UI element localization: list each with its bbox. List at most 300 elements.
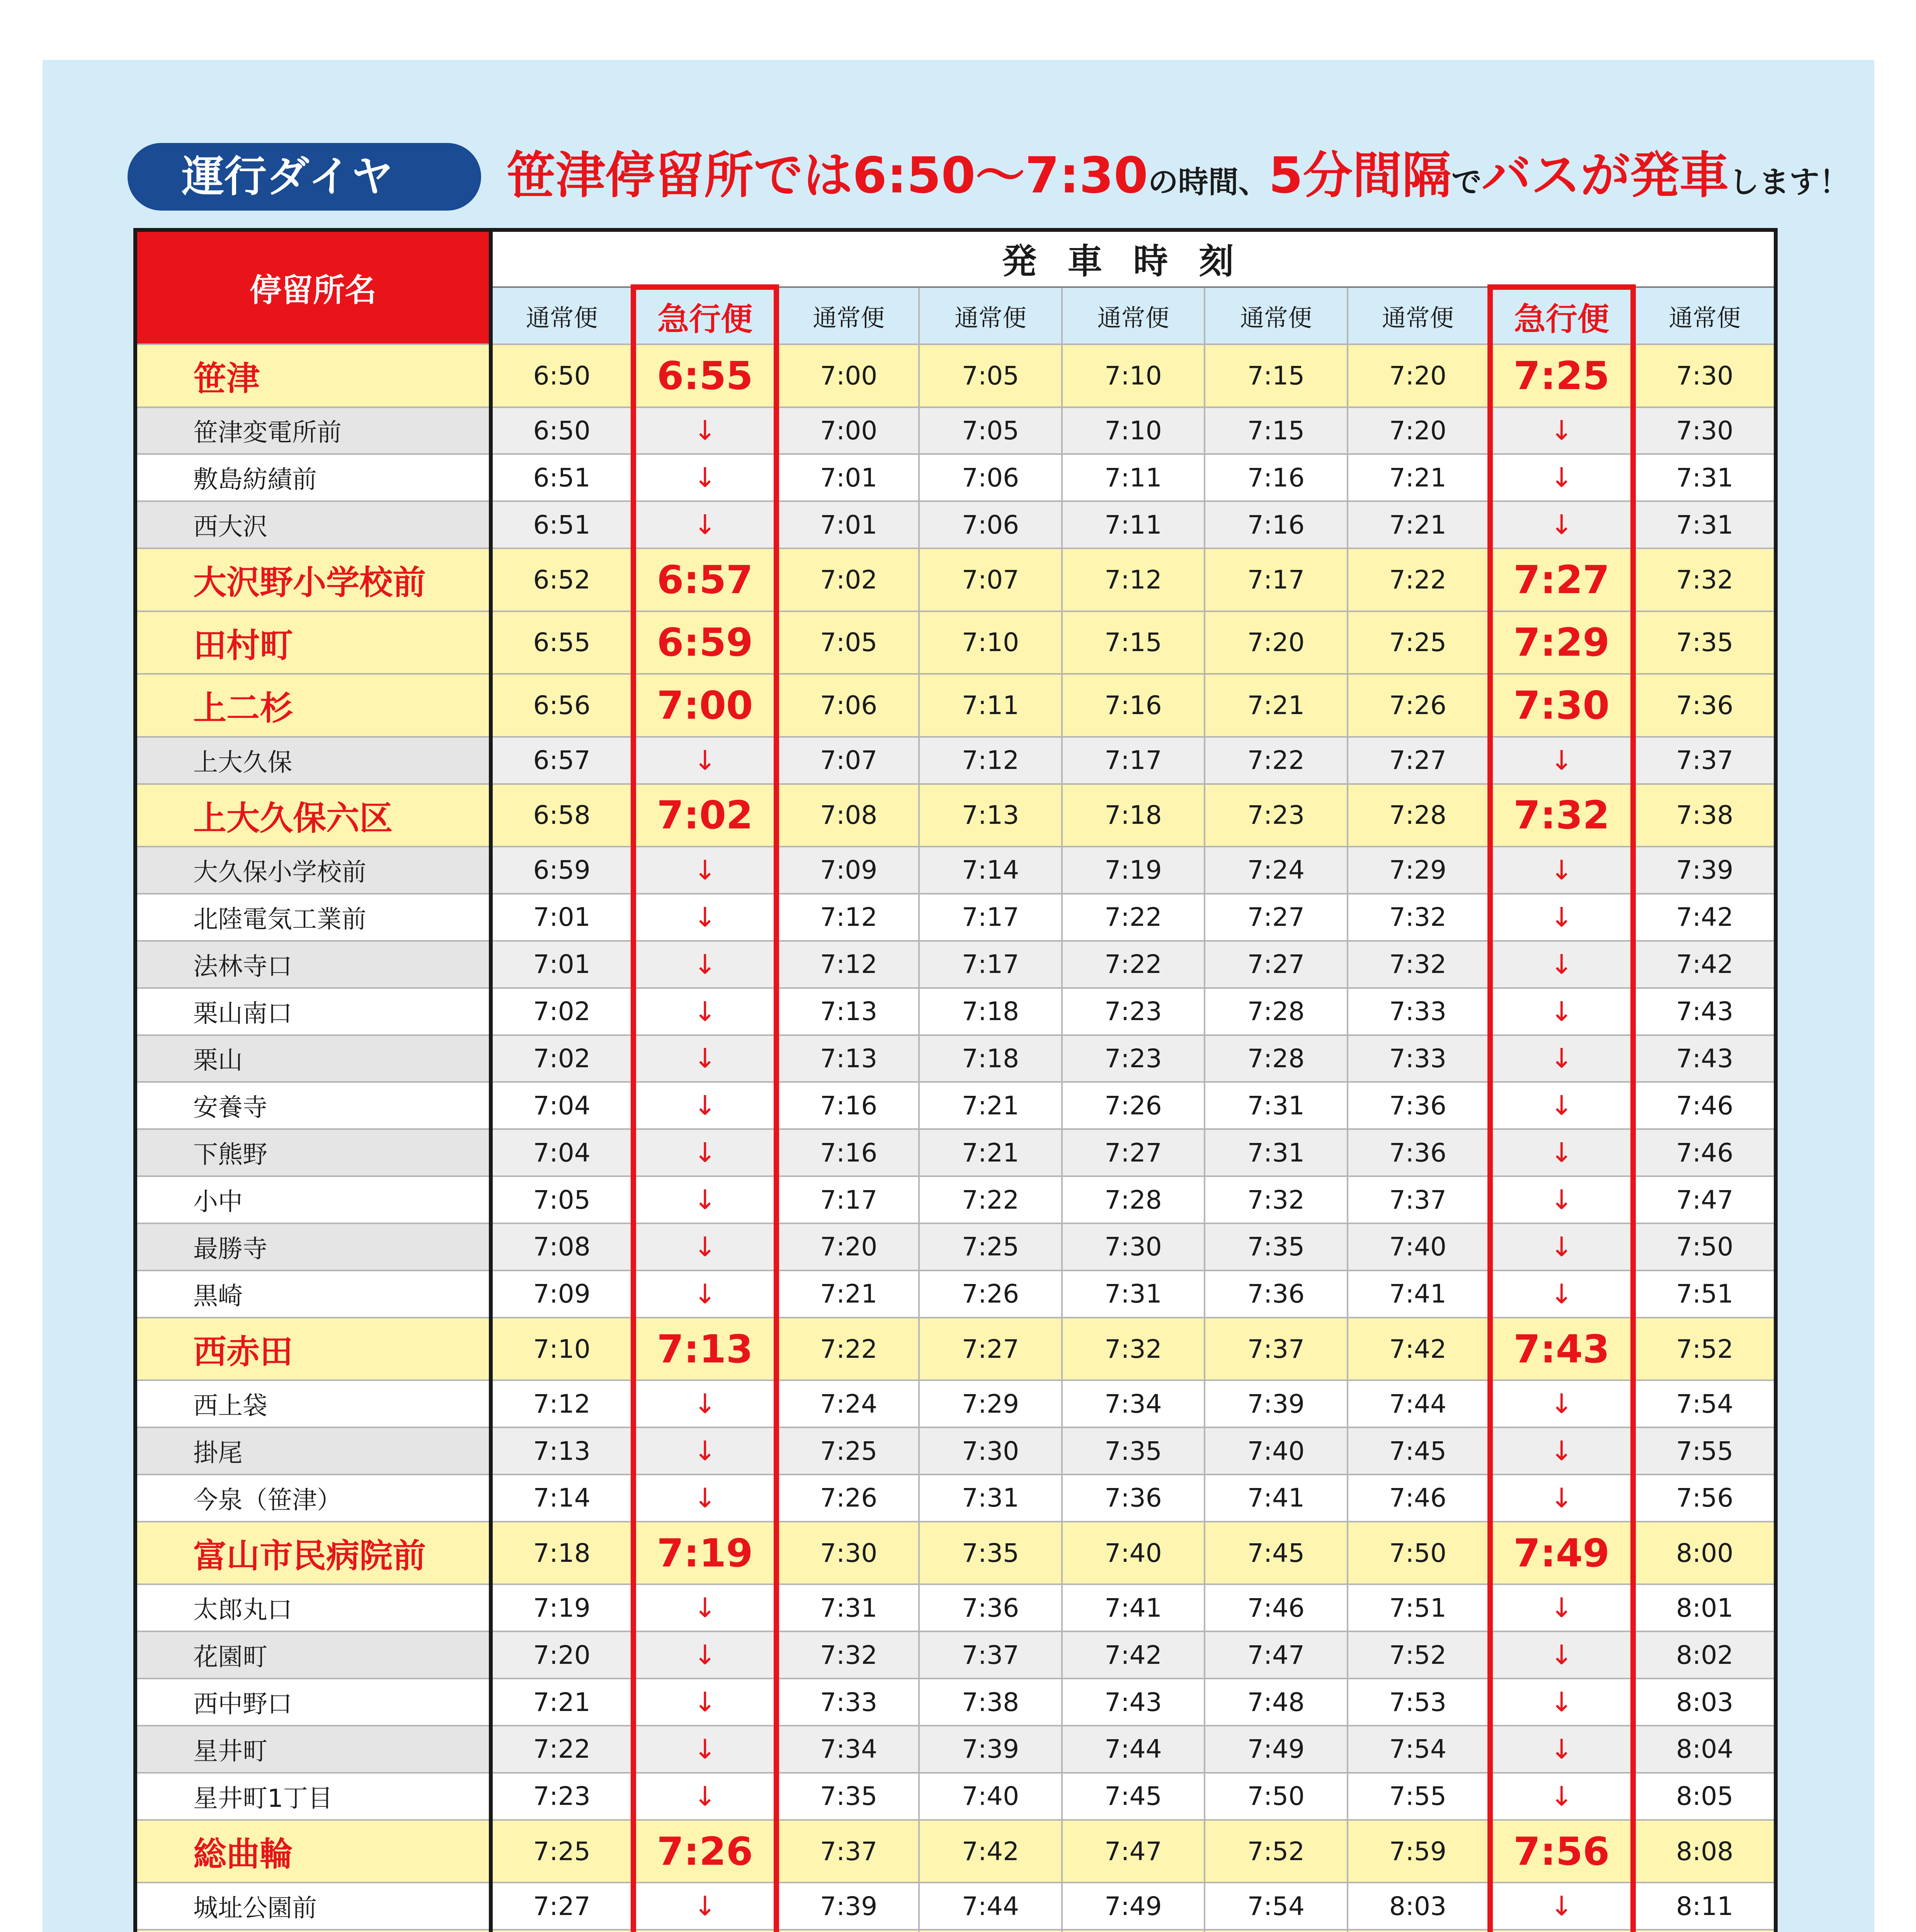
express-departure-time: ↓ bbox=[1490, 1726, 1633, 1773]
departure-time: 7:21 bbox=[1205, 674, 1347, 737]
departure-time: 7:31 bbox=[919, 1475, 1062, 1522]
departure-time: 7:48 bbox=[1205, 1679, 1347, 1726]
departure-time: 7:49 bbox=[1205, 1726, 1347, 1773]
departure-time: 7:25 bbox=[919, 1223, 1062, 1270]
departure-time: 6:56 bbox=[491, 674, 633, 737]
express-departure-time: ↓ bbox=[1490, 501, 1633, 548]
express-departure-time: 7:29 bbox=[1490, 611, 1633, 674]
departure-time: 7:20 bbox=[776, 1223, 919, 1270]
departure-time: 8:02 bbox=[1633, 1631, 1776, 1679]
departure-time: 7:07 bbox=[776, 737, 919, 784]
departure-time: 7:30 bbox=[1062, 1223, 1205, 1270]
departure-time bbox=[776, 1930, 919, 1932]
departure-time: 8:03 bbox=[1348, 1883, 1490, 1930]
departure-time: 7:00 bbox=[776, 344, 919, 407]
timetable-row bbox=[135, 1129, 1776, 1176]
departure-time: 7:35 bbox=[776, 1773, 919, 1820]
express-departure-time: ↓ bbox=[633, 988, 776, 1035]
departure-time: 7:24 bbox=[1205, 847, 1347, 894]
express-departure-time: ↓ bbox=[1490, 941, 1633, 988]
departure-time: 6:59 bbox=[491, 847, 633, 894]
departure-time: 7:15 bbox=[1205, 407, 1347, 454]
stop-name: 富山市民病院前 bbox=[135, 1522, 491, 1585]
timetable-row bbox=[135, 1223, 1776, 1270]
departure-time: 7:27 bbox=[491, 1883, 633, 1930]
departure-time: 7:11 bbox=[919, 674, 1062, 737]
departure-time: 7:19 bbox=[491, 1584, 633, 1631]
departure-time: 7:19 bbox=[1062, 847, 1205, 894]
stop-name: 西大沢 bbox=[135, 501, 491, 548]
departure-time bbox=[919, 1930, 1062, 1932]
departure-time: 7:52 bbox=[1348, 1631, 1490, 1679]
departure-time: 7:45 bbox=[1205, 1522, 1347, 1585]
departure-time: 7:06 bbox=[919, 454, 1062, 501]
departure-time: 7:31 bbox=[1062, 1270, 1205, 1318]
timetable-row bbox=[135, 501, 1776, 548]
departure-time bbox=[1633, 1930, 1776, 1932]
express-departure-time: ↓ bbox=[633, 847, 776, 894]
express-departure-time: ↓ bbox=[1490, 847, 1633, 894]
express-departure-time: 7:19 bbox=[633, 1522, 776, 1585]
express-departure-time: ↓ bbox=[1490, 1584, 1633, 1631]
regular-service-header: 通常便 bbox=[1348, 287, 1490, 344]
stop-name: 北陸電気工業前 bbox=[135, 894, 491, 941]
timetable-row bbox=[135, 1475, 1776, 1522]
departure-time: 7:31 bbox=[1633, 501, 1776, 548]
express-departure-time: ↓ bbox=[633, 1726, 776, 1773]
departure-time: 7:51 bbox=[1348, 1584, 1490, 1631]
express-departure-time: 7:13 bbox=[633, 1318, 776, 1381]
departure-time: 7:42 bbox=[919, 1820, 1062, 1883]
timetable-row bbox=[135, 894, 1776, 941]
departure-time: 7:30 bbox=[919, 1427, 1062, 1475]
departure-time: 7:31 bbox=[1205, 1129, 1347, 1176]
departure-time: 7:43 bbox=[1633, 1035, 1776, 1082]
departure-time: 7:41 bbox=[1348, 1270, 1490, 1318]
departure-time: 7:17 bbox=[1205, 548, 1347, 611]
departure-time bbox=[1205, 1930, 1347, 1932]
stop-name: 上大久保六区 bbox=[135, 784, 491, 847]
departure-time: 7:20 bbox=[1205, 611, 1347, 674]
stop-name: 栗山南口 bbox=[135, 988, 491, 1035]
express-departure-time: ↓ bbox=[1490, 1223, 1633, 1270]
timetable-row bbox=[135, 1584, 1776, 1631]
stop-name: 安養寺 bbox=[135, 1082, 491, 1129]
departure-time: 7:27 bbox=[1205, 941, 1347, 988]
departure-time: 7:32 bbox=[1348, 941, 1490, 988]
departure-time: 7:52 bbox=[1205, 1820, 1347, 1883]
departure-time: 7:34 bbox=[776, 1726, 919, 1773]
timetable-row bbox=[135, 674, 1776, 737]
departure-time: 7:10 bbox=[919, 611, 1062, 674]
departure-time: 7:15 bbox=[1205, 344, 1347, 407]
departure-time: 6:50 bbox=[491, 344, 633, 407]
stop-name: 西上袋 bbox=[135, 1380, 491, 1427]
express-departure-time: 7:00 bbox=[633, 674, 776, 737]
departure-time: 7:32 bbox=[1062, 1318, 1205, 1381]
departure-time: 8:11 bbox=[1633, 1883, 1776, 1930]
departure-time: 7:12 bbox=[491, 1380, 633, 1427]
departure-time: 7:23 bbox=[1062, 988, 1205, 1035]
schedule-headline bbox=[506, 137, 1850, 214]
express-departure-time: ↓ bbox=[1490, 1883, 1633, 1930]
stop-name: 花園町 bbox=[135, 1631, 491, 1679]
departure-time: 7:32 bbox=[776, 1631, 919, 1679]
timetable-row bbox=[135, 1679, 1776, 1726]
departure-time: 7:18 bbox=[919, 988, 1062, 1035]
departure-time: 7:36 bbox=[1348, 1082, 1490, 1129]
departure-time: 7:18 bbox=[919, 1035, 1062, 1082]
schedule-section-label: 運行ダイヤ bbox=[128, 143, 481, 211]
express-departure-time: ↓ bbox=[1490, 1176, 1633, 1223]
departure-time: 7:41 bbox=[1205, 1475, 1347, 1522]
departure-time: 7:00 bbox=[776, 407, 919, 454]
departure-time: 7:44 bbox=[919, 1883, 1062, 1930]
departure-time: 7:32 bbox=[1348, 894, 1490, 941]
departure-time: 7:42 bbox=[1348, 1318, 1490, 1381]
departure-time: 7:39 bbox=[1205, 1380, 1347, 1427]
timetable-row bbox=[135, 1035, 1776, 1082]
departure-time: 7:46 bbox=[1633, 1129, 1776, 1176]
departure-time: 7:27 bbox=[1062, 1129, 1205, 1176]
express-departure-time: ↓ bbox=[1490, 1035, 1633, 1082]
departure-time: 7:44 bbox=[1348, 1380, 1490, 1427]
departure-time: 7:22 bbox=[1062, 941, 1205, 988]
departure-time: 7:16 bbox=[1205, 501, 1347, 548]
departure-time: 7:12 bbox=[1062, 548, 1205, 611]
timetable-row bbox=[135, 1930, 1776, 1932]
stop-name: 最勝寺 bbox=[135, 1223, 491, 1270]
express-departure-time: ↓ bbox=[1490, 1773, 1633, 1820]
departure-time: 7:24 bbox=[776, 1380, 919, 1427]
departure-time: 7:36 bbox=[919, 1584, 1062, 1631]
departure-time: 7:01 bbox=[776, 454, 919, 501]
departure-time: 7:25 bbox=[776, 1427, 919, 1475]
timetable-row bbox=[135, 1522, 1776, 1585]
departure-time: 7:08 bbox=[776, 784, 919, 847]
departure-time: 7:09 bbox=[491, 1270, 633, 1318]
stop-name: 太郎丸口 bbox=[135, 1584, 491, 1631]
departure-time: 7:23 bbox=[1205, 784, 1347, 847]
departure-time: 7:18 bbox=[1062, 784, 1205, 847]
express-departure-time: ↓ bbox=[633, 1475, 776, 1522]
departure-time: 7:06 bbox=[919, 501, 1062, 548]
departure-time: 7:43 bbox=[1062, 1679, 1205, 1726]
departure-time: 7:42 bbox=[1633, 941, 1776, 988]
departure-time: 7:28 bbox=[1205, 988, 1347, 1035]
departure-time: 7:46 bbox=[1348, 1475, 1490, 1522]
stop-name: 星井町 bbox=[135, 1726, 491, 1773]
timetable-row bbox=[135, 1820, 1776, 1883]
departure-time: 7:46 bbox=[1205, 1584, 1347, 1631]
departure-time: 8:00 bbox=[1633, 1522, 1776, 1585]
express-departure-time: ↓ bbox=[1490, 1380, 1633, 1427]
headline-part: の時間、 bbox=[1148, 165, 1269, 200]
timetable-row bbox=[135, 1176, 1776, 1223]
departure-time: 7:04 bbox=[491, 1082, 633, 1129]
express-departure-time: 7:26 bbox=[633, 1820, 776, 1883]
express-departure-time: 6:57 bbox=[633, 548, 776, 611]
departure-time: 7:50 bbox=[1633, 1223, 1776, 1270]
express-departure-time: ↓ bbox=[633, 1631, 776, 1679]
departure-time: 7:26 bbox=[1062, 1082, 1205, 1129]
timetable-row bbox=[135, 1082, 1776, 1129]
express-departure-time: 6:55 bbox=[633, 344, 776, 407]
stop-name: 田村町 bbox=[135, 611, 491, 674]
departure-time: 7:33 bbox=[776, 1679, 919, 1726]
express-departure-time bbox=[633, 1930, 776, 1932]
departure-time: 8:03 bbox=[1633, 1679, 1776, 1726]
departure-time: 7:09 bbox=[776, 847, 919, 894]
stop-name: 星井町1丁目 bbox=[135, 1773, 491, 1820]
express-departure-time: ↓ bbox=[633, 1270, 776, 1318]
departure-time: 7:50 bbox=[1205, 1773, 1347, 1820]
departure-time: 7:53 bbox=[1348, 1679, 1490, 1726]
departure-time: 7:20 bbox=[1348, 344, 1490, 407]
timetable-row bbox=[135, 1883, 1776, 1930]
departure-time: 6:57 bbox=[491, 737, 633, 784]
stop-name: 小中 bbox=[135, 1176, 491, 1223]
departure-time: 7:06 bbox=[776, 674, 919, 737]
departure-time: 7:17 bbox=[776, 1176, 919, 1223]
headline-part: します！ bbox=[1729, 165, 1850, 200]
departure-time: 7:36 bbox=[1348, 1129, 1490, 1176]
departure-time: 7:56 bbox=[1633, 1475, 1776, 1522]
express-departure-time: ↓ bbox=[633, 1427, 776, 1475]
departure-time: 7:17 bbox=[1062, 737, 1205, 784]
departure-time: 7:05 bbox=[491, 1176, 633, 1223]
departure-time: 8:04 bbox=[1633, 1726, 1776, 1773]
express-departure-time: ↓ bbox=[633, 1035, 776, 1082]
departure-time: 7:22 bbox=[491, 1726, 633, 1773]
headline-part: 笹津停留所では6:50〜7:30 bbox=[506, 147, 1148, 204]
departure-time: 7:28 bbox=[1062, 1176, 1205, 1223]
timetable-row bbox=[135, 847, 1776, 894]
express-departure-time: ↓ bbox=[633, 1584, 776, 1631]
departure-time: 7:27 bbox=[1205, 894, 1347, 941]
departure-time: 7:32 bbox=[1633, 548, 1776, 611]
stop-name-header: 停留所名 bbox=[135, 230, 491, 344]
departure-time: 7:38 bbox=[919, 1679, 1062, 1726]
timetable-row bbox=[135, 784, 1776, 847]
timetable-row bbox=[135, 1270, 1776, 1318]
departure-time: 7:55 bbox=[1348, 1773, 1490, 1820]
departure-time: 6:51 bbox=[491, 454, 633, 501]
departure-time: 7:04 bbox=[491, 1129, 633, 1176]
departure-time: 7:10 bbox=[491, 1318, 633, 1381]
departure-time: 7:16 bbox=[1205, 454, 1347, 501]
departure-time: 7:59 bbox=[1348, 1820, 1490, 1883]
departure-time: 7:02 bbox=[491, 988, 633, 1035]
stop-name: 上大久保 bbox=[135, 737, 491, 784]
stop-name bbox=[135, 1930, 491, 1932]
departure-time: 7:33 bbox=[1348, 988, 1490, 1035]
stop-name: 大沢野小学校前 bbox=[135, 548, 491, 611]
stop-name: 西赤田 bbox=[135, 1318, 491, 1381]
express-departure-time: ↓ bbox=[1490, 454, 1633, 501]
departure-time: 7:43 bbox=[1633, 988, 1776, 1035]
departure-time: 7:45 bbox=[1348, 1427, 1490, 1475]
departure-time: 8:08 bbox=[1633, 1820, 1776, 1883]
express-departure-time: ↓ bbox=[633, 1082, 776, 1129]
departure-time: 7:13 bbox=[776, 988, 919, 1035]
departure-time: 7:21 bbox=[776, 1270, 919, 1318]
stop-name: 今泉（笹津） bbox=[135, 1475, 491, 1522]
departure-time bbox=[1062, 1930, 1205, 1932]
stop-name: 総曲輪 bbox=[135, 1820, 491, 1883]
timetable-row bbox=[135, 1318, 1776, 1381]
departure-time: 7:49 bbox=[1062, 1883, 1205, 1930]
departure-time: 7:35 bbox=[1633, 611, 1776, 674]
departure-time: 7:21 bbox=[1348, 501, 1490, 548]
departure-time: 7:54 bbox=[1633, 1380, 1776, 1427]
regular-service-header: 通常便 bbox=[1205, 287, 1347, 344]
departure-time: 7:40 bbox=[1205, 1427, 1347, 1475]
stop-name: 城址公園前 bbox=[135, 1883, 491, 1930]
stop-name: 黒崎 bbox=[135, 1270, 491, 1318]
departure-time: 7:22 bbox=[919, 1176, 1062, 1223]
departure-time: 7:17 bbox=[919, 894, 1062, 941]
express-departure-time: ↓ bbox=[1490, 1679, 1633, 1726]
departure-time: 7:37 bbox=[1633, 737, 1776, 784]
departure-time: 8:01 bbox=[1633, 1584, 1776, 1631]
departure-time: 7:27 bbox=[1348, 737, 1490, 784]
departure-time: 7:01 bbox=[776, 501, 919, 548]
departure-time: 7:30 bbox=[776, 1522, 919, 1585]
timetable-row bbox=[135, 1631, 1776, 1679]
departure-time: 7:21 bbox=[491, 1679, 633, 1726]
departure-time: 7:26 bbox=[919, 1270, 1062, 1318]
departure-time: 7:37 bbox=[776, 1820, 919, 1883]
express-departure-time: 7:02 bbox=[633, 784, 776, 847]
departure-time: 7:12 bbox=[776, 941, 919, 988]
express-departure-time: 7:49 bbox=[1490, 1522, 1633, 1585]
departure-time: 7:28 bbox=[1205, 1035, 1347, 1082]
stop-name: 西中野口 bbox=[135, 1679, 491, 1726]
departure-time: 7:37 bbox=[919, 1631, 1062, 1679]
departure-time: 7:12 bbox=[776, 894, 919, 941]
departure-time: 7:28 bbox=[1348, 784, 1490, 847]
headline-part: 5分間隔 bbox=[1268, 147, 1451, 204]
timetable-row bbox=[135, 941, 1776, 988]
departure-time: 7:44 bbox=[1062, 1726, 1205, 1773]
departure-time: 7:46 bbox=[1633, 1082, 1776, 1129]
express-departure-time: ↓ bbox=[633, 1883, 776, 1930]
departure-time: 7:12 bbox=[919, 737, 1062, 784]
departure-time: 6:52 bbox=[491, 548, 633, 611]
headline-part: で bbox=[1451, 165, 1482, 200]
departure-time: 7:02 bbox=[776, 548, 919, 611]
departure-time: 7:11 bbox=[1062, 454, 1205, 501]
departure-time-header: 発車時刻 bbox=[491, 230, 1776, 287]
stop-name: 栗山 bbox=[135, 1035, 491, 1082]
departure-time: 7:39 bbox=[1633, 847, 1776, 894]
express-departure-time: ↓ bbox=[1490, 1082, 1633, 1129]
stop-name: 笹津 bbox=[135, 344, 491, 407]
departure-time: 7:45 bbox=[1062, 1773, 1205, 1820]
express-departure-time: 7:56 bbox=[1490, 1820, 1633, 1883]
departure-time: 7:35 bbox=[1062, 1427, 1205, 1475]
departure-time: 7:01 bbox=[491, 941, 633, 988]
departure-time: 7:41 bbox=[1062, 1584, 1205, 1631]
departure-time: 7:22 bbox=[1348, 548, 1490, 611]
stop-name: 掛尾 bbox=[135, 1427, 491, 1475]
express-departure-time: ↓ bbox=[1490, 894, 1633, 941]
express-service-header: 急行便 bbox=[633, 287, 776, 344]
departure-time: 7:40 bbox=[1348, 1223, 1490, 1270]
express-departure-time: ↓ bbox=[633, 1380, 776, 1427]
express-departure-time: ↓ bbox=[1490, 1129, 1633, 1176]
departure-time: 7:54 bbox=[1205, 1883, 1347, 1930]
departure-time: 7:05 bbox=[919, 407, 1062, 454]
departure-time: 6:51 bbox=[491, 501, 633, 548]
departure-time: 7:38 bbox=[1633, 784, 1776, 847]
express-departure-time: ↓ bbox=[633, 941, 776, 988]
departure-time: 7:37 bbox=[1205, 1318, 1347, 1381]
express-departure-time: ↓ bbox=[1490, 407, 1633, 454]
departure-time: 7:16 bbox=[776, 1129, 919, 1176]
timetable-row bbox=[135, 1773, 1776, 1820]
express-departure-time bbox=[1490, 1930, 1633, 1932]
departure-time: 7:30 bbox=[1633, 407, 1776, 454]
departure-time: 7:47 bbox=[1062, 1820, 1205, 1883]
departure-time: 7:16 bbox=[1062, 674, 1205, 737]
departure-time: 7:01 bbox=[491, 894, 633, 941]
timetable-row bbox=[135, 1726, 1776, 1773]
departure-time: 7:31 bbox=[1205, 1082, 1347, 1129]
timetable-row bbox=[135, 988, 1776, 1035]
departure-time: 8:05 bbox=[1633, 1773, 1776, 1820]
express-departure-time: ↓ bbox=[633, 1773, 776, 1820]
departure-time: 7:31 bbox=[1633, 454, 1776, 501]
departure-time: 7:22 bbox=[1205, 737, 1347, 784]
departure-time: 7:17 bbox=[919, 941, 1062, 988]
express-departure-time: ↓ bbox=[1490, 1631, 1633, 1679]
regular-service-header: 通常便 bbox=[1062, 287, 1205, 344]
departure-time: 7:10 bbox=[1062, 407, 1205, 454]
departure-time: 7:31 bbox=[776, 1584, 919, 1631]
timetable bbox=[133, 228, 1778, 1932]
departure-time: 7:13 bbox=[776, 1035, 919, 1082]
departure-time: 7:08 bbox=[491, 1223, 633, 1270]
departure-time: 7:11 bbox=[1062, 501, 1205, 548]
departure-time: 7:47 bbox=[1633, 1176, 1776, 1223]
departure-time bbox=[1348, 1930, 1490, 1932]
timetable-row bbox=[135, 1380, 1776, 1427]
timetable-row bbox=[135, 407, 1776, 454]
departure-time: 7:35 bbox=[1205, 1223, 1347, 1270]
express-departure-time: ↓ bbox=[633, 1679, 776, 1726]
departure-time: 7:23 bbox=[491, 1773, 633, 1820]
express-departure-time: 6:59 bbox=[633, 611, 776, 674]
express-departure-time: ↓ bbox=[1490, 988, 1633, 1035]
departure-time: 7:36 bbox=[1205, 1270, 1347, 1318]
departure-time: 7:07 bbox=[919, 548, 1062, 611]
regular-service-header: 通常便 bbox=[491, 287, 633, 344]
departure-time: 7:15 bbox=[1062, 611, 1205, 674]
departure-time: 7:20 bbox=[1348, 407, 1490, 454]
departure-time: 7:39 bbox=[776, 1883, 919, 1930]
departure-time: 7:39 bbox=[919, 1726, 1062, 1773]
stop-name: 大久保小学校前 bbox=[135, 847, 491, 894]
departure-time: 7:25 bbox=[1348, 611, 1490, 674]
departure-time bbox=[491, 1930, 633, 1932]
departure-time: 7:13 bbox=[919, 784, 1062, 847]
departure-time: 7:22 bbox=[1062, 894, 1205, 941]
departure-time: 7:14 bbox=[919, 847, 1062, 894]
departure-time: 6:58 bbox=[491, 784, 633, 847]
express-departure-time: ↓ bbox=[633, 1223, 776, 1270]
